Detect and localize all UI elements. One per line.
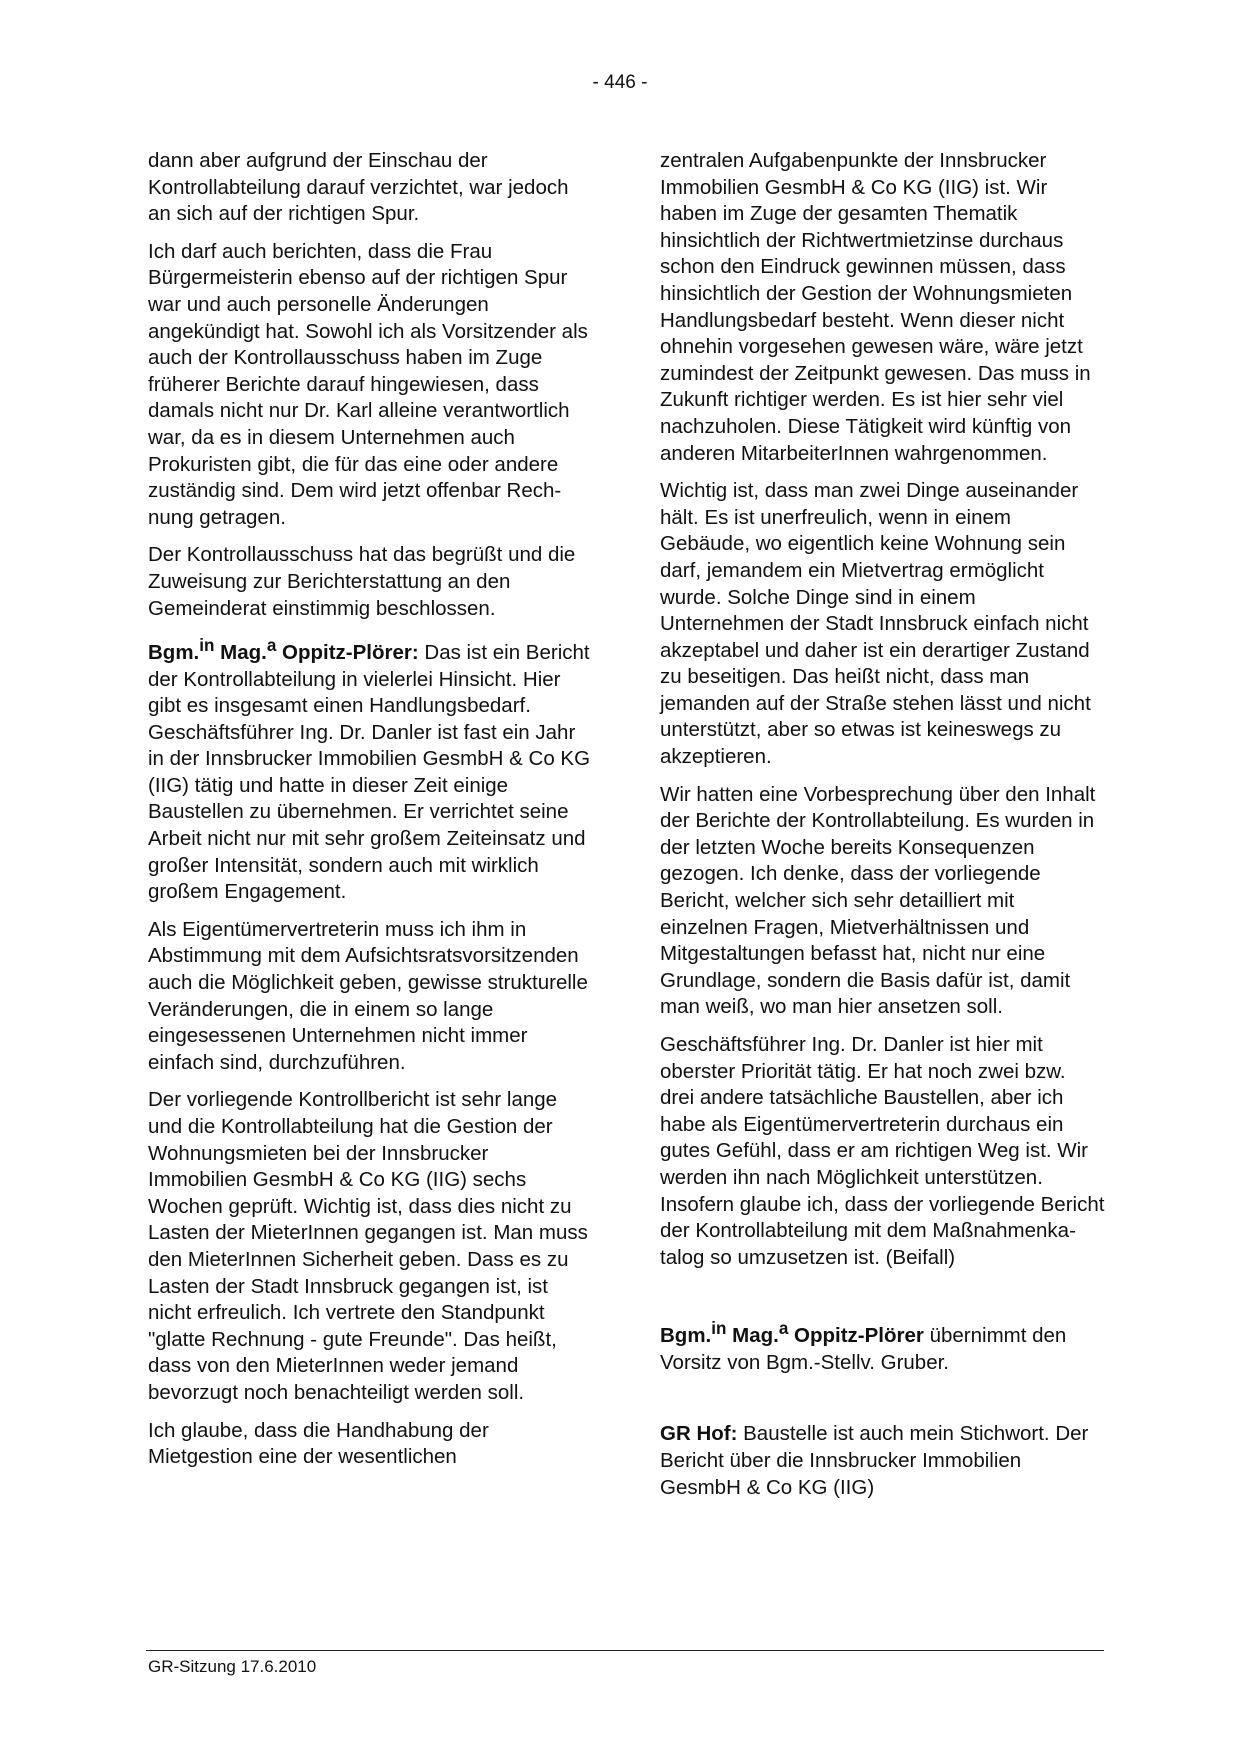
left-column — [148, 148, 593, 1482]
paragraph: zentralen Aufgabenpunkte der Innsbrucker Immobilien GesmbH & Co KG (IIG) ist. Wir haben im Zuge der gesamten Thematik hinsichtlich der Richtwertmietzinse durchaus schon den Eindruck gewinnen müssen, dass hinsichtlich der Gestion der Wohnungsmieten Handlungsbedarf besteht. Wenn dieser nicht ohnehin vorgesehen gewesen wäre, wäre jetzt zumindest der Zeitpunkt gewesen. Das muss in Zukunft richtiger werden. Es ist hier sehr viel nachzuholen. Diese Tätigkeit wird künftig von anderen MitarbeiterInnen wahrgenommen. — [660, 149, 1091, 465]
speech-paragraph — [148, 633, 593, 906]
footer-session-date: GR-Sitzung 17.6.2010 — [148, 1657, 317, 1676]
paragraph: Geschäftsführer Ing. Dr. Danler ist hier mit oberster Priorität tätig. Er hat noch zwei bzw. drei andere tatsächliche Baustellen, aber ich habe als Eigentümervertreterin durchaus ein gutes Gefühl, dass er am richtigen Weg ist. Wir werden ihn nach Möglichkeit unterstützen. Insofern glaube ich, dass der vorliegende Bericht der Kontrollabteilung mit dem Maßnahmenkatalog so umzusetzen ist. (Beifall) — [660, 1033, 1105, 1269]
paragraph-spacer — [660, 1387, 1105, 1421]
speech-paragraph — [660, 1316, 1105, 1376]
speaker-name — [148, 636, 419, 664]
speaker-title-sup: a — [778, 1319, 789, 1339]
speech-text: Das ist ein Bericht der Kontrollabteilung in vielerlei Hinsicht. Hier gibt es insgesamt einen Handlungsbedarf. Geschäftsführer Ing. Dr. Danler ist fast ein Jahr in der Innsbrucker Immobilien GesmbH & Co KG (IIG) tätig und hatte in dieser Zeit einige Baustellen zu übernehmen. Er verrichtet seine Arbeit nicht nur mit sehr großem Zeiteinsatz und großer Intensität, sondern auch mit wirklich großem Engagement. — [148, 640, 591, 904]
paragraph: dann aber aufgrund der Einschau der Kontrollabteilung darauf verzichtet, war jedoch an sich auf der richtigen Spur. — [148, 149, 569, 226]
speech-paragraph — [660, 1421, 1105, 1501]
speaker-name — [660, 1319, 924, 1348]
speaker-title: Bgm. — [660, 1324, 712, 1348]
paragraph: Wir hatten eine Vorbesprechung über den Inhalt der Berichte der Kontrollabteilung. Es wurden in der letzten Woche bereits Konsequenzen gezogen. Ich denke, dass der vorliegende Bericht, welcher sich sehr detailliert mit einzelnen Fragen, Mietverhältnissen und Mitgestaltungen befasst hat, nicht nur eine Grundlage, sondern die Basis dafür ist, damit man weiß, wo man hier ansetzen soll. — [660, 782, 1096, 1019]
speaker-title-sup: in — [199, 636, 215, 656]
speaker-surname: Oppitz-Plörer — [788, 1324, 924, 1348]
paragraph: Als Eigentümervertreterin muss ich ihm in Abstimmung mit dem Aufsichtsratsvorsitzenden auch die Möglichkeit geben, gewisse strukturelle Veränderungen, die in einem so lange eingesessenen Unternehmen nicht immer einfach sind, durchzuführen. — [148, 917, 588, 1074]
speaker-title-sup: in — [711, 1319, 727, 1339]
speaker-title: Mag. — [726, 1324, 779, 1348]
speaker-name: GR Hof: — [660, 1422, 738, 1446]
paragraph: Wichtig ist, dass man zwei Dinge auseinander hält. Es ist unerfreulich, wenn in einem Gebäude, wo eigentlich keine Wohnung sein darf, jemandem ein Mietvertrag ermöglicht wurde. Solche Dinge sind in einem Unternehmen der Stadt Innsbruck einfach nicht akzeptabel und daher ist ein derartiger Zustand zu beseitigen. Das heißt nicht, dass man jemanden auf der Straße stehen lässt und nicht unterstützt, aber so etwas ist keineswegs zu akzeptieren. — [660, 479, 1091, 769]
speech-text: übernimmt den Vorsitz von Bgm.-Stellv. Gruber. — [660, 1324, 1067, 1374]
page-number: - 446 - — [592, 72, 648, 93]
speaker-title-sup: a — [266, 636, 277, 656]
paragraph: Ich glaube, dass die Handhabung der Mietgestion eine der wesentlichen — [148, 1418, 489, 1469]
speaker-surname: Oppitz-Plörer: — [276, 640, 419, 664]
paragraph: Der vorliegende Kontrollbericht ist sehr lange und die Kontrollabteilung hat die Gestion der Wohnungsmieten bei der Innsbrucker Immobilien GesmbH & Co KG (IIG) sechs Wochen geprüft. Wichtig ist, dass dies nicht zu Lasten der MieterInnen gegangen ist. Man muss den MieterInnen Sicherheit geben. Dass es zu Lasten der Stadt Innsbruck gegangen ist, ist nicht erfreulich. Ich vertrete den Standpunkt "glatte Rechnung - gute Freunde". Das heißt, dass von den MieterInnen weder jemand bevorzugt noch benachteiligt werden soll. — [148, 1088, 588, 1404]
paragraph: Der Kontrollausschuss hat das begrüßt und die Zuweisung zur Berichterstattung an den Gemeinderat einstimmig beschlossen. — [148, 543, 576, 620]
speaker-title: Mag. — [214, 640, 267, 664]
paragraph: Ich darf auch berichten, dass die Frau Bürgermeisterin ebenso auf der richtigen Spur war und auch personelle Änderungen angekündigt hat. Sowohl ich als Vorsitzender als auch der Kontrollausschuss haben im Zuge früherer Berichte darauf hingewiesen, dass damals nicht nur Dr. Karl alleine verantwortlich war, da es in diesem Unternehmen auch Prokuristen gibt, die für das eine oder andere zuständig sind. Dem wird jetzt offenbar Rechnung getragen. — [148, 239, 588, 529]
paragraph-spacer — [660, 1282, 1105, 1316]
right-column — [660, 148, 1105, 1512]
speech-text: Baustelle ist auch mein Stichwort. Der Bericht über die Innsbrucker Immobilien GesmbH & Co KG (IIG) — [660, 1422, 1089, 1499]
footer-divider — [146, 1650, 1104, 1651]
speaker-title: Bgm. — [148, 640, 200, 664]
